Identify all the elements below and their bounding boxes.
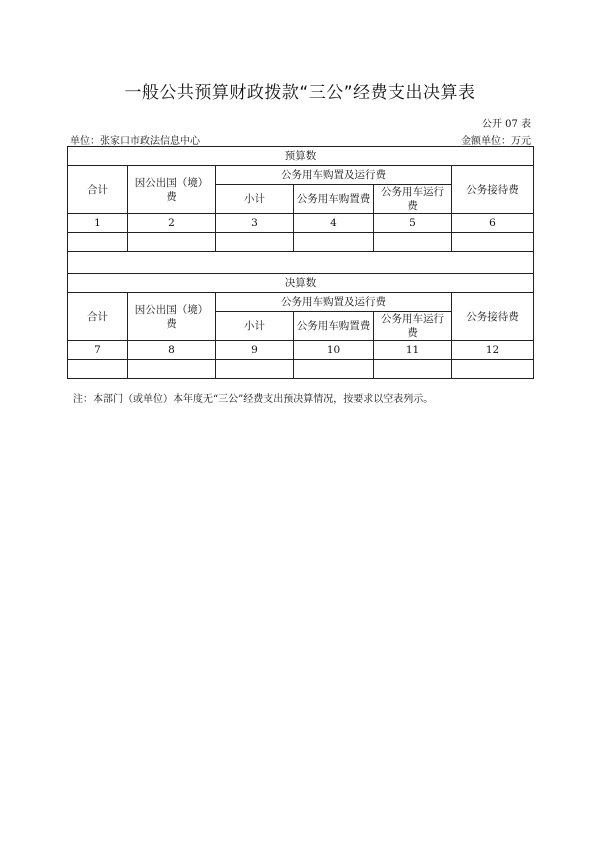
final-col-vehicle-operation: 公务用车运行费 bbox=[374, 312, 452, 341]
section-gap bbox=[68, 252, 534, 274]
final-col-reception: 公务接待费 bbox=[452, 293, 534, 341]
section-gap-row bbox=[68, 252, 534, 274]
footnote: 注：本部门（或单位）本年度无“三公”经费支出预决算情况，按要求以空表列示。 bbox=[73, 394, 434, 405]
table-cell bbox=[128, 360, 216, 379]
column-number: 1 bbox=[68, 214, 128, 233]
table-cell bbox=[128, 233, 216, 252]
column-number: 2 bbox=[128, 214, 216, 233]
final-column-number-row bbox=[68, 341, 534, 360]
reporting-unit: 单位：张家口市政法信息中心 bbox=[70, 136, 200, 147]
final-col-total: 合计 bbox=[68, 293, 128, 341]
column-number: 11 bbox=[374, 341, 452, 360]
budget-data-row bbox=[68, 233, 534, 252]
budget-section-header-row bbox=[68, 147, 534, 166]
table-cell bbox=[294, 233, 374, 252]
table-cell bbox=[294, 360, 374, 379]
column-number: 10 bbox=[294, 341, 374, 360]
three-public-expenditure-table bbox=[67, 146, 534, 379]
table-cell bbox=[216, 360, 294, 379]
table-cell bbox=[68, 233, 128, 252]
table-cell bbox=[68, 360, 128, 379]
table-cell bbox=[374, 233, 452, 252]
final-col-vehicle-group: 公务用车购置及运行费 bbox=[216, 293, 452, 312]
final-col-subtotal: 小计 bbox=[216, 312, 294, 341]
budget-col-total: 合计 bbox=[68, 166, 128, 214]
amount-unit: 金额单位：万元 bbox=[461, 136, 531, 147]
final-section-title: 决算数 bbox=[68, 274, 534, 293]
column-number: 4 bbox=[294, 214, 374, 233]
final-header-row-1 bbox=[68, 293, 534, 312]
column-number: 5 bbox=[374, 214, 452, 233]
table-cell bbox=[216, 233, 294, 252]
column-number: 12 bbox=[452, 341, 534, 360]
budget-col-abroad: 因公出国（境）费 bbox=[128, 166, 216, 214]
page-title: 一般公共预算财政拨款“三公”经费支出决算表 bbox=[124, 83, 476, 103]
budget-col-reception: 公务接待费 bbox=[452, 166, 534, 214]
budget-header-row-1 bbox=[68, 166, 534, 185]
column-number: 6 bbox=[452, 214, 534, 233]
column-number: 7 bbox=[68, 341, 128, 360]
expenditure-table-wrapper bbox=[67, 146, 533, 379]
column-number: 9 bbox=[216, 341, 294, 360]
column-number: 8 bbox=[128, 341, 216, 360]
final-data-row bbox=[68, 360, 534, 379]
table-cell bbox=[374, 360, 452, 379]
budget-section-title: 预算数 bbox=[68, 147, 534, 166]
table-cell bbox=[452, 233, 534, 252]
form-code: 公开 07 表 bbox=[481, 119, 531, 130]
budget-col-vehicle-group: 公务用车购置及运行费 bbox=[216, 166, 452, 185]
budget-col-vehicle-operation: 公务用车运行费 bbox=[374, 185, 452, 214]
final-section-header-row bbox=[68, 274, 534, 293]
budget-col-subtotal: 小计 bbox=[216, 185, 294, 214]
table-cell bbox=[452, 360, 534, 379]
column-number: 3 bbox=[216, 214, 294, 233]
budget-column-number-row bbox=[68, 214, 534, 233]
budget-col-vehicle-purchase: 公务用车购置费 bbox=[294, 185, 374, 214]
final-col-abroad: 因公出国（境）费 bbox=[128, 293, 216, 341]
final-col-vehicle-purchase: 公务用车购置费 bbox=[294, 312, 374, 341]
